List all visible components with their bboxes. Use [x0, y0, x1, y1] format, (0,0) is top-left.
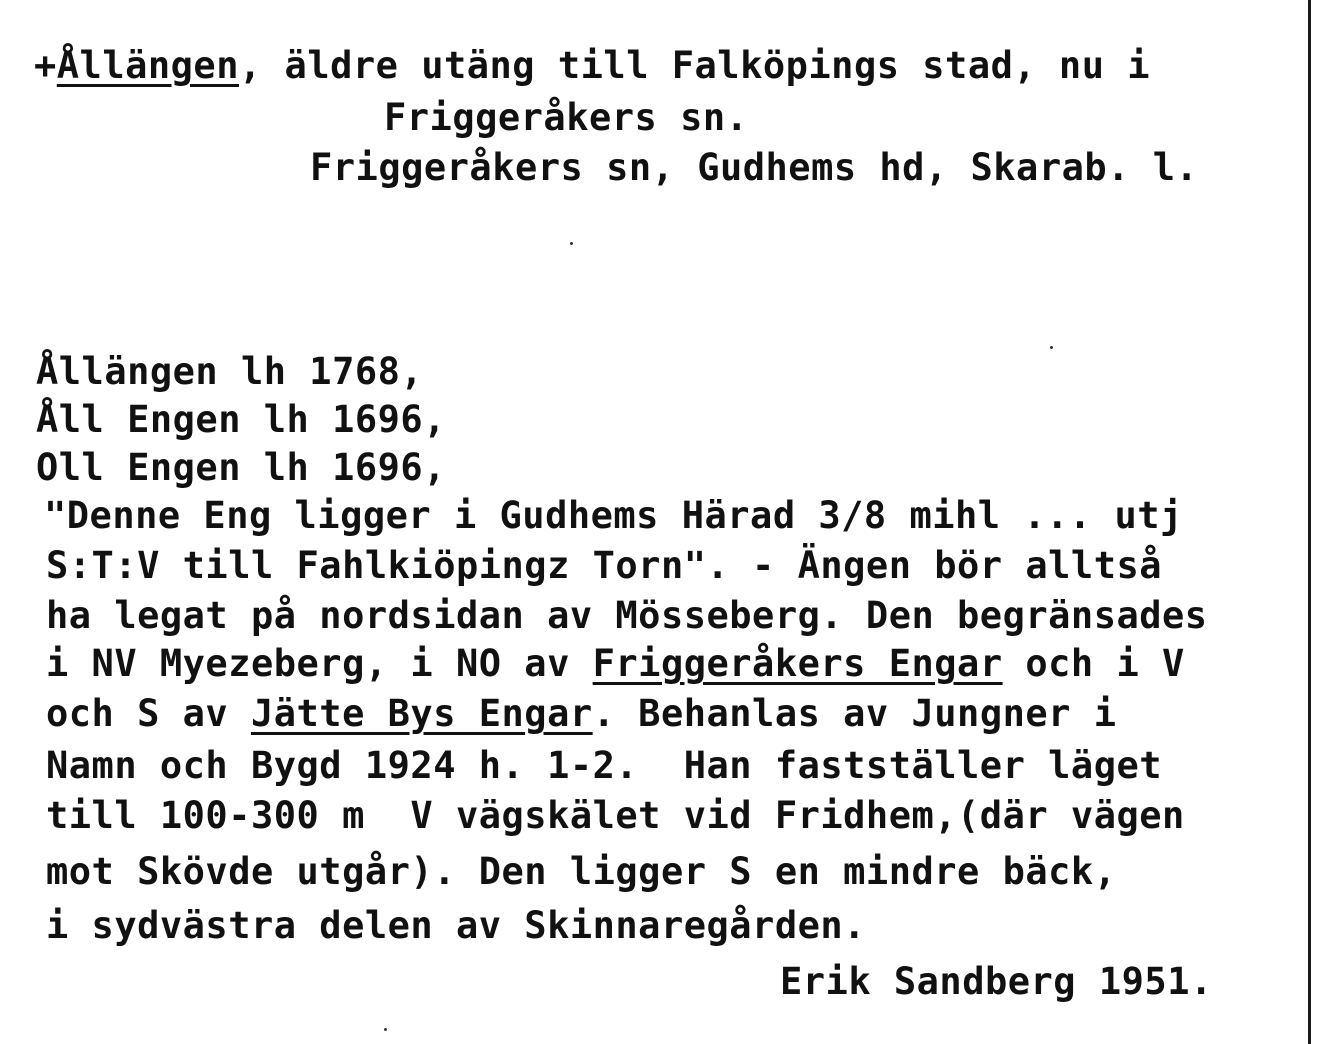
header-line-3: Friggeråkers sn, Gudhems hd, Skarab. l. [310, 146, 1199, 189]
body-line-4-b: och i V [1002, 642, 1185, 685]
prefix-mark: + [34, 44, 57, 87]
body-line-8: mot Skövde utgår). Den ligger S en mindre bäck, [46, 850, 1117, 893]
scan-speck [1050, 346, 1053, 349]
form-line-3: Oll Engen lh 1696, [36, 446, 446, 489]
body-line-7: till 100-300 m V vägskälet vid Fridhem,(där vägen [46, 794, 1185, 837]
scan-speck [384, 1028, 387, 1031]
body-line-4-a: i NV Myezeberg, i NO av [46, 642, 593, 685]
body-line-5-a: och S av [46, 692, 251, 735]
body-line-6: Namn och Bygd 1924 h. 1-2. Han fastställer läget [46, 744, 1163, 787]
headword: Ållängen [56, 44, 239, 87]
body-line-1: "Denne Eng ligger i Gudhems Härad 3/8 mihl ... utj [44, 494, 1183, 537]
place-reference-friggerakers: Friggeråkers Engar [592, 642, 1003, 685]
form-line-1: Ållängen lh 1768, [36, 350, 424, 393]
card-right-edge [1308, 0, 1311, 1044]
body-line-3: ha legat på nordsidan av Mösseberg. Den begränsades [46, 594, 1208, 637]
header-line-2: Friggeråkers sn. [384, 96, 749, 139]
body-line-5-b: . Behanlas av Jungner i [592, 692, 1117, 735]
body-line-9: i sydvästra delen av Skinnaregården. [46, 904, 866, 947]
scan-speck [570, 242, 573, 245]
body-line-2: S:T:V till Fahlkiöpingz Torn". - Ängen bör alltså [46, 544, 1163, 587]
form-line-2: Åll Engen lh 1696, [36, 398, 446, 441]
place-reference-jatte-bys: Jätte Bys Engar [250, 692, 593, 735]
header-line-1-text: , äldre utäng till Falköpings stad, nu i [239, 44, 1151, 87]
header-line-1 [34, 44, 1150, 88]
body-line-4 [46, 642, 1185, 686]
body-line-5 [46, 692, 1116, 736]
signature: Erik Sandberg 1951. [780, 960, 1213, 1003]
